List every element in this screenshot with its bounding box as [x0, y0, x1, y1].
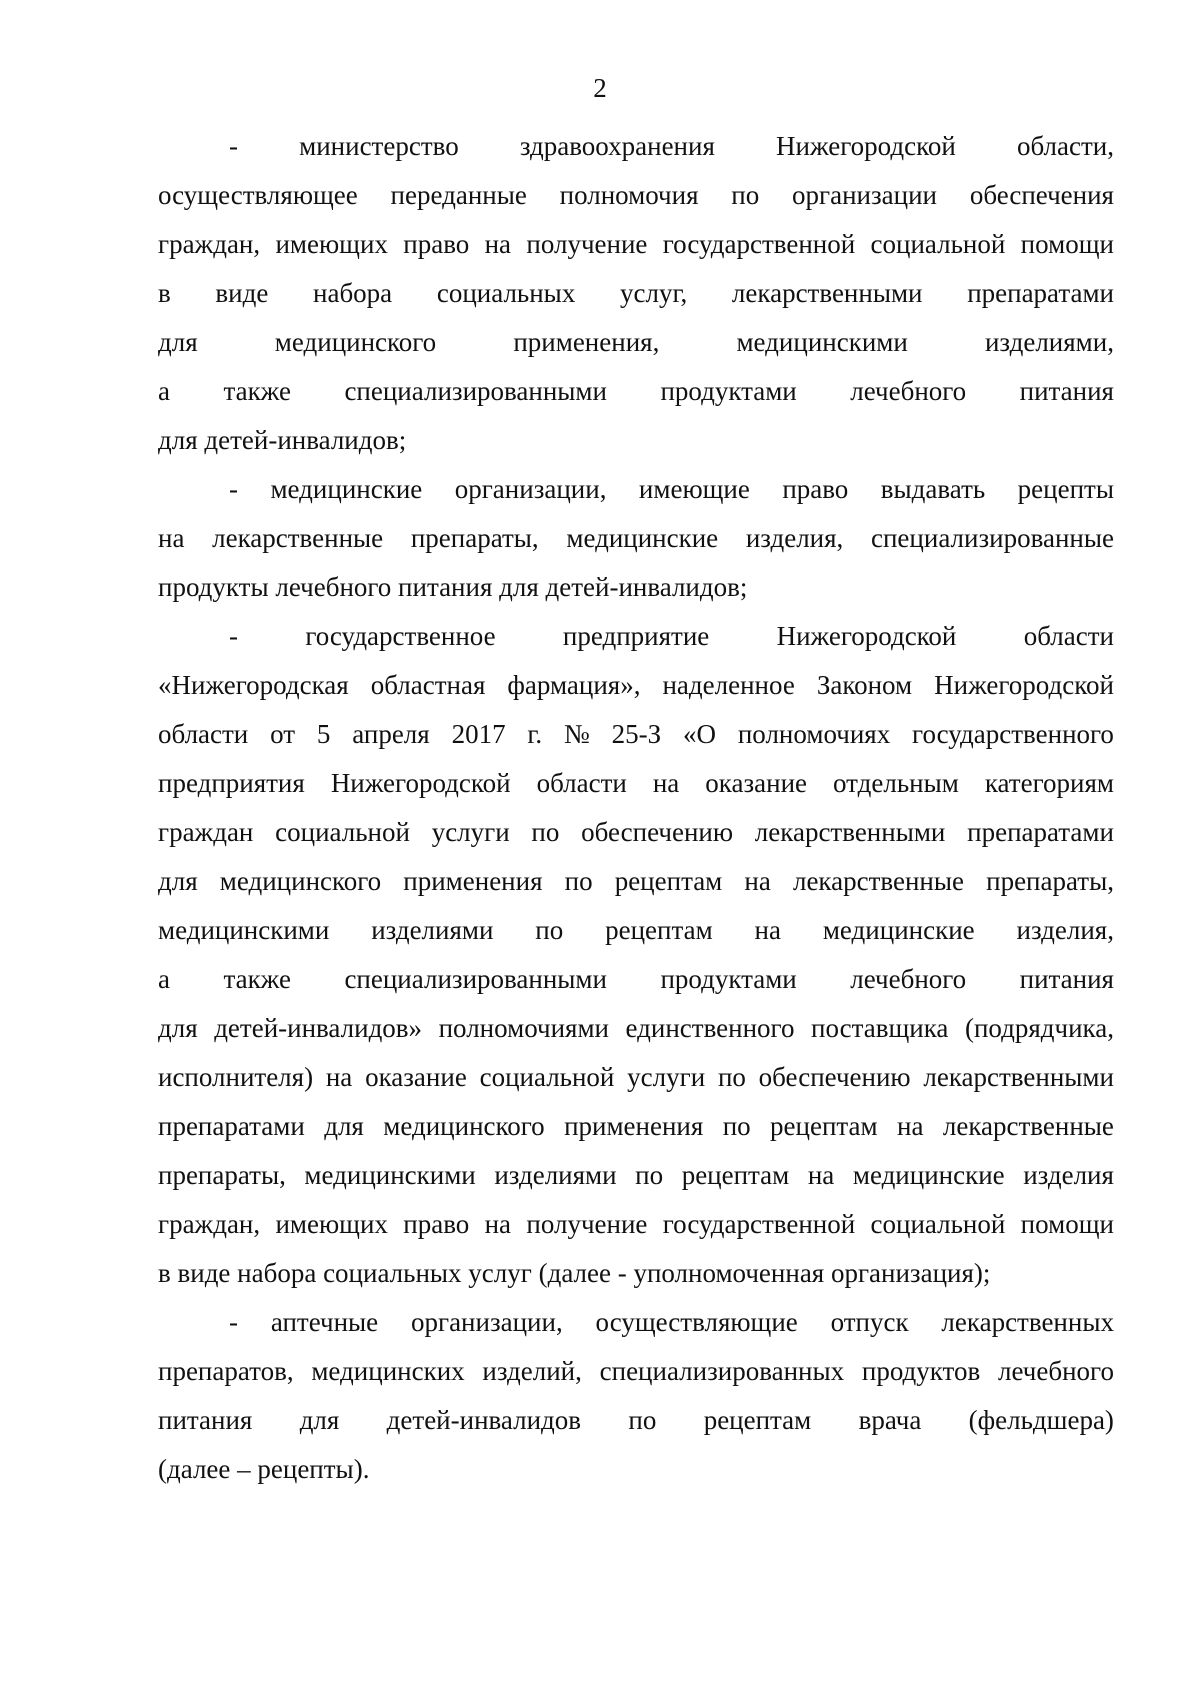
word: «Нижегородская	[158, 670, 349, 700]
word: на	[484, 1209, 512, 1239]
word: изделия	[1023, 1160, 1114, 1190]
word: лекарственные	[792, 866, 964, 896]
text-line	[158, 955, 1114, 1004]
text-line	[158, 563, 1114, 612]
text-line	[158, 514, 1114, 563]
word: лечебного	[850, 376, 967, 406]
word: помощи	[1020, 1209, 1114, 1239]
word: лекарственные	[212, 523, 384, 553]
word: медицинского	[274, 327, 437, 357]
text-line	[158, 1396, 1114, 1445]
word: фармация»,	[507, 670, 641, 700]
word: медицинскими	[158, 915, 330, 945]
word: по	[564, 866, 593, 896]
word: «О	[683, 719, 717, 749]
word: (фельдшера)	[968, 1405, 1114, 1435]
word: медицинскими	[736, 327, 908, 357]
word: услуги	[431, 817, 510, 847]
word: изделиями,	[984, 327, 1114, 357]
word: полномочиях	[737, 719, 891, 749]
line-text: для детей-инвалидов;	[158, 425, 407, 455]
word: министерство	[299, 131, 459, 161]
word: государственное	[305, 621, 496, 651]
text-line	[158, 416, 1114, 465]
word: рецептам	[614, 866, 723, 896]
word: препаратами	[158, 1111, 305, 1141]
word: рецептам	[770, 1111, 878, 1141]
word: также	[223, 376, 291, 406]
text-line	[158, 1347, 1114, 1396]
word: право	[782, 474, 849, 504]
word: продуктами	[660, 964, 797, 994]
word: медицинские	[270, 474, 423, 504]
word: имеющие	[638, 474, 750, 504]
word: отдельным	[833, 768, 959, 798]
word: изделиями	[494, 1160, 617, 1190]
word: имеющих	[275, 1209, 388, 1239]
text-line	[158, 171, 1114, 220]
word: препараты,	[410, 523, 539, 553]
word: на	[652, 768, 680, 798]
word: медицинского	[219, 866, 382, 896]
text-line	[158, 1102, 1114, 1151]
word: граждан,	[158, 1209, 261, 1239]
text-line	[158, 612, 1114, 661]
word: на	[744, 866, 771, 896]
word: а	[158, 964, 170, 994]
paragraph	[158, 612, 1114, 1298]
word: для	[158, 1013, 198, 1043]
word: услуг,	[620, 278, 688, 308]
word: по	[717, 1062, 746, 1092]
word: переданные	[390, 180, 527, 210]
word: право	[403, 1209, 470, 1239]
text-line	[158, 1053, 1114, 1102]
word: детей-инвалидов	[386, 1405, 582, 1435]
word: на	[807, 1160, 835, 1190]
word: питания	[1019, 376, 1114, 406]
word: наделенное	[662, 670, 795, 700]
text-line	[158, 661, 1114, 710]
word: препаратов,	[158, 1356, 294, 1386]
word: организации,	[411, 1307, 563, 1337]
word: изделия,	[745, 523, 844, 553]
word: для	[299, 1405, 340, 1435]
page-number: 2	[593, 73, 607, 103]
word: медицинских	[311, 1356, 465, 1386]
word: поставщика	[811, 1013, 949, 1043]
word: специализированные	[871, 523, 1114, 553]
word: Нижегородской	[934, 670, 1114, 700]
word: социальных	[436, 278, 576, 308]
word: продуктов	[861, 1356, 981, 1386]
word: области	[536, 768, 627, 798]
word: социальной	[275, 817, 410, 847]
word: единственного	[625, 1013, 795, 1043]
text-line	[158, 1249, 1114, 1298]
word: для	[324, 1111, 364, 1141]
text-line	[158, 465, 1114, 514]
word: применения	[564, 1111, 704, 1141]
word: изделий,	[482, 1356, 582, 1386]
word: виде	[215, 278, 269, 308]
word: выдавать	[880, 474, 986, 504]
word: лекарственными	[731, 278, 923, 308]
word: оказание	[705, 768, 808, 798]
word: лекарственными	[923, 1062, 1114, 1092]
word: осуществляющее	[158, 180, 358, 210]
text-line	[158, 1004, 1114, 1053]
word: организации	[792, 180, 938, 210]
line-text: (далее – рецепты).	[158, 1454, 370, 1484]
text-line	[158, 808, 1114, 857]
word: медицинского	[383, 1111, 545, 1141]
word: лекарственные	[942, 1111, 1114, 1141]
text-line	[158, 1298, 1114, 1347]
text-line	[158, 220, 1114, 269]
text-line	[158, 367, 1114, 416]
word: детей-инвалидов»	[214, 1013, 423, 1043]
word: -	[229, 1307, 238, 1337]
word: для	[158, 866, 198, 896]
word: а	[158, 376, 170, 406]
text-line	[158, 122, 1114, 171]
text-line	[158, 1445, 1114, 1494]
word: областная	[370, 670, 486, 700]
word: от	[270, 719, 296, 749]
word: государственной	[662, 1209, 856, 1239]
text-line	[158, 1151, 1114, 1200]
word: по	[722, 1111, 751, 1141]
word: специализированными	[344, 964, 607, 994]
word: услуги	[627, 1062, 706, 1092]
document-body	[158, 122, 1114, 1494]
text-line	[158, 710, 1114, 759]
word: лечебного	[850, 964, 967, 994]
word: Нижегородской	[330, 768, 511, 798]
word: -	[229, 474, 238, 504]
word: 2017	[451, 719, 506, 749]
word: обеспечения	[969, 180, 1114, 210]
word: помощи	[1020, 229, 1114, 259]
word: отпуск	[830, 1307, 909, 1337]
word: социальной	[870, 1209, 1006, 1239]
word: изделиями	[371, 915, 494, 945]
word: по	[531, 817, 560, 847]
word: лечебного	[998, 1356, 1114, 1386]
word: по	[535, 915, 564, 945]
word: продуктами	[660, 376, 797, 406]
word: набора	[313, 278, 393, 308]
word: врача	[858, 1405, 922, 1435]
word: на	[158, 523, 185, 553]
paragraph	[158, 122, 1114, 465]
word: получение	[526, 229, 648, 259]
word: обеспечению	[758, 1062, 911, 1092]
word: (подрядчика,	[964, 1013, 1114, 1043]
text-line	[158, 269, 1114, 318]
word: на	[325, 1062, 353, 1092]
line-text: в виде набора социальных услуг (далее - уполномоченная организация);	[158, 1258, 991, 1288]
word: оказание	[365, 1062, 467, 1092]
text-line	[158, 1200, 1114, 1249]
word: специализированных	[599, 1356, 845, 1386]
word: применения,	[513, 327, 660, 357]
word: на	[484, 229, 512, 259]
word: области	[158, 719, 249, 749]
word: граждан	[158, 817, 254, 847]
word: государственной	[662, 229, 856, 259]
word: на	[897, 1111, 924, 1141]
word: государственного	[912, 719, 1114, 749]
word: области,	[1016, 131, 1114, 161]
word: лекарственных	[941, 1307, 1114, 1337]
word: обеспечению	[581, 817, 734, 847]
word: также	[223, 964, 291, 994]
word: препаратами	[967, 817, 1114, 847]
word: №	[564, 719, 590, 749]
word: право	[403, 229, 470, 259]
word: граждан,	[158, 229, 261, 259]
word: препаратами	[967, 278, 1114, 308]
word: медицинскими	[304, 1160, 476, 1190]
word: Нижегородской	[776, 131, 956, 161]
word: области	[1023, 621, 1114, 651]
word: применения	[403, 866, 543, 896]
word: на	[754, 915, 781, 945]
word: по	[635, 1160, 664, 1190]
line-text: продукты лечебного питания для детей-инвалидов;	[158, 572, 748, 602]
word: лекарственными	[754, 817, 946, 847]
word: социальной	[870, 229, 1006, 259]
word: для	[158, 327, 198, 357]
text-line	[158, 906, 1114, 955]
word: рецептам	[703, 1405, 812, 1435]
word: Законом	[816, 670, 913, 700]
word: рецептам	[681, 1160, 790, 1190]
word: препараты,	[158, 1160, 286, 1190]
word: медицинские	[566, 523, 719, 553]
word: полномочиями	[438, 1013, 609, 1043]
word: медицинские	[852, 1160, 1005, 1190]
word: 5	[316, 719, 331, 749]
word: Нижегородской	[776, 621, 957, 651]
word: имеющих	[275, 229, 388, 259]
word: осуществляющие	[595, 1307, 798, 1337]
word: -	[229, 621, 238, 651]
paragraph	[158, 1298, 1114, 1494]
text-line	[158, 318, 1114, 367]
word: предприятие	[562, 621, 710, 651]
word: специализированными	[344, 376, 607, 406]
word: полномочия	[559, 180, 699, 210]
word: -	[229, 131, 238, 161]
word: 25-З	[611, 719, 662, 749]
word: рецептам	[605, 915, 713, 945]
word: здравоохранения	[519, 131, 715, 161]
text-line	[158, 857, 1114, 906]
word: по	[731, 180, 760, 210]
text-line	[158, 759, 1114, 808]
word: по	[628, 1405, 657, 1435]
word: исполнителя)	[158, 1062, 314, 1092]
word: г.	[527, 719, 543, 749]
word: рецепты	[1017, 474, 1114, 504]
word: аптечные	[270, 1307, 379, 1337]
word: апреля	[352, 719, 430, 749]
word: категориям	[984, 768, 1114, 798]
word: питания	[158, 1405, 253, 1435]
word: социальной	[479, 1062, 615, 1092]
word: предприятия	[158, 768, 305, 798]
word: организации,	[454, 474, 607, 504]
word: препараты,	[986, 866, 1114, 896]
word: в	[158, 278, 171, 308]
word: получение	[526, 1209, 648, 1239]
word: изделия,	[1016, 915, 1114, 945]
word: питания	[1019, 964, 1114, 994]
word: медицинские	[822, 915, 975, 945]
paragraph	[158, 465, 1114, 612]
